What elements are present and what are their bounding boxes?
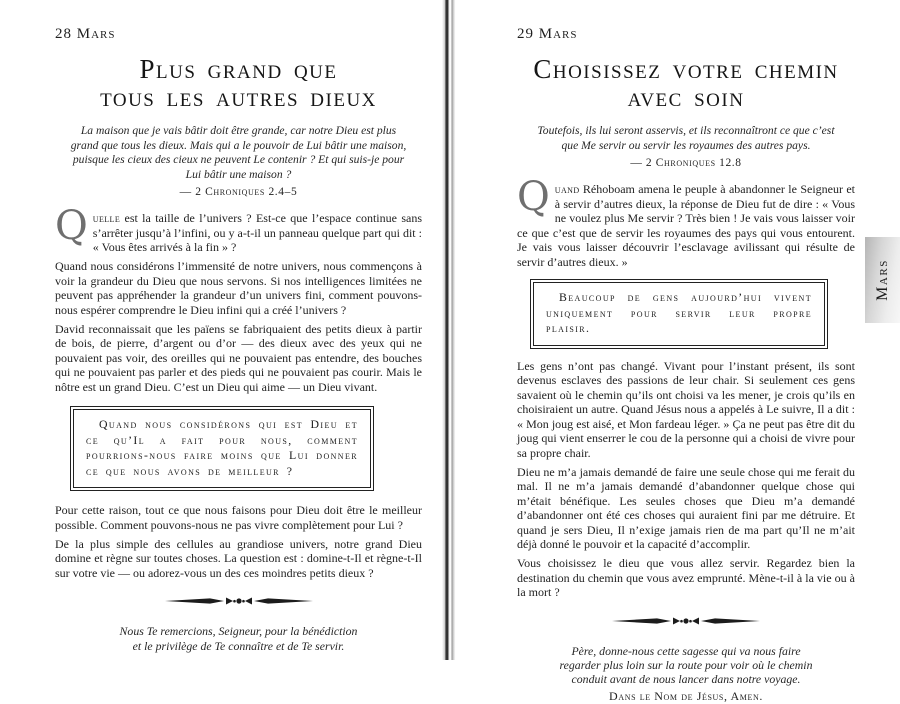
paragraph: Vous choisissez le dieu que vous allez servir. Regardez bien la destination du chemin que vous avez emprunté. Mène-t-il à la vie ou à la mort ? [517,556,855,600]
paragraph [517,174,855,269]
lead-small-caps: uelle [92,211,121,226]
closing-prayer [517,644,855,687]
pull-quote-box [70,406,374,491]
prayer-line: conduit avant de nous lancer dans notre voyage. [571,672,801,687]
paragraph: Dieu ne m’a jamais demandé de faire une seule chose qui me ferait du mal. Il ne m’a jamais demandé d’abandonner quelque chose qui m’était bénéfique. Les seules choses que Dieu m’a demandé d’abandonner ont été ces choses qui auraient fini par me détruire. Et quand je sers Dieu, Il n’exige jamais rien de ma part qu’Il ne m’ait déjà donné le pouvoir et la capacité d’accomplir. [517,464,855,552]
scripture-epigraph: La maison que je vais bâtir doit être grande, car notre Dieu est plus grand que tous les dieux. Mais qui a le pouvoir de Lui bâtir une maison, puisque les cieux des cieux ne peuvent Le contenir ? Et qui suis-je pour Lui bâtir une maison ? [70,124,407,181]
divider-ornament [517,614,855,632]
body-text [517,174,855,600]
paragraph-text: est la taille de l’univers ? Est-ce que l’espace continue sans s’arrêter jusqu’à l’infini, ou y a-t-il un panneau quelque part qui dit : « Vous êtes arrivés à la fin » ? [92,211,422,255]
drop-cap: Q [55,203,88,250]
page-left [55,0,422,653]
title-line-2: tous les autres dieux [100,82,377,112]
scripture-reference: — 2 Chroniques 12.8 [630,157,742,170]
paragraph-text: Réhoboam amena le peuple à abandonner le Seigneur et à servir d’autres dieux, la réponse de Dieu fut de dire : « Vous ne voulez plus Me servir ? Très bien ! Je vais vous laisser voir ce que c’est que de servir les royaumes des pays qui vous entourent. Je vais vous laisser découvrir l’esclavage avilissant qui résulte de servir d’autres dieux. » [517,182,855,269]
title-line-1: Plus grand que [139,54,338,84]
body-text [55,203,422,580]
pull-quote-box [530,279,828,349]
devotion-title [55,55,422,111]
month-tab-label: Mars [873,259,891,301]
devotion-title [517,55,855,111]
scripture-reference: — 2 Chroniques 2.4–5 [179,186,298,199]
pull-quote-text: Quand nous considérons qui est Dieu et ce qu’Il a fait pour nous, comment pourrions-nous faire moins que Lui donner ce que nous avons de meilleur ? [86,417,358,478]
month-thumb-tab [865,237,900,323]
title-line-1: Choisissez votre chemin [533,54,839,84]
paragraph: Pour cette raison, tout ce que nous faisons pour Dieu doit être le meilleur possible. Comment pouvons-nous ne pas vivre complètement pour Lui ? [55,503,422,532]
prayer-line: regarder plus loin sur la route pour voir où le chemin [559,657,813,672]
prayer-line: et le privilège de Te connaître et de Te servir. [132,638,345,653]
paragraph: De la plus simple des cellules au grandiose univers, notre grand Dieu domine et règne sur toutes choses. La question est : domine-t-Il et règne-t-Il sur votre vie — ou adorez-vous un des ces moindres petits dieux ? [55,536,422,580]
divider-ornament-icon [611,615,761,627]
closing-prayer [55,624,422,652]
prayer-line: Nous Te remercions, Seigneur, pour la bénédiction [119,624,358,639]
lead-small-caps: uand [554,182,580,197]
pull-quote-inner-border [73,409,371,488]
pull-quote-inner-border [533,282,825,346]
page-right [517,0,855,704]
title-line-2: avec soin [627,82,745,112]
date-heading: 29 Mars [517,26,578,42]
book-spine-gutter [442,0,456,660]
divider-ornament [55,594,422,612]
drop-cap: Q [517,174,550,221]
paragraph: David reconnaissait que les païens se fabriquaient des petits dieux à partir de bois, de pierre, d’argent ou d’or — des dieux avec des yeux qui ne pouvaient pas voir, des oreilles qui ne pouvaient pas entendre, des bouches qui ne pouvaient pas parler et des pieds qui ne pouvaient pas courir. Mais le nôtre est un grand Dieu. C’est un Dieu qui aime — un Dieu vivant. [55,321,422,394]
paragraph: Les gens n’ont pas changé. Vivant pour l’instant présent, ils sont devenus esclaves des passions de leur chair. Si seulement ces gens savaient où le chemin qu’ils ont choisi va les mener, je crois qu’ils en choisiraient un autre. Quand Jésus nous a appelés à Le suivre, Il a dit : « Mon joug est aisé, et Mon fardeau léger. » Ça ne peut pas être dit du joug qui vient enserrer le cou de la personne qui a choisi de vivre pour sa propre chair. [517,358,855,460]
prayer-line: Père, donne-nous cette sagesse qui va nous faire [571,643,801,658]
divider-ornament-icon [164,595,314,607]
paragraph: Quand nous considérons l’immensité de notre univers, nous commençons à voir la grandeur du Dieu que nous servons. Si nos intelligences limitées ne peuvent pas appréhender la grandeur d’un univers fini, comment pouvons-nous espérer comprendre le Dieu infini qui a créé l’univers ? [55,259,422,317]
date-heading: 28 Mars [55,26,116,42]
paragraph [55,203,422,255]
amen-line: Dans le Nom de Jésus, Amen. [609,689,763,704]
pull-quote-text: Beaucoup de gens aujourd’hui vivent uniquement pour servir leur propre plaisir. [546,290,812,336]
scripture-epigraph: Toutefois, ils lui seront asservis, et ils reconnaîtront ce que c’est que Me servir ou servir les royaumes des autres pays. [537,124,835,152]
